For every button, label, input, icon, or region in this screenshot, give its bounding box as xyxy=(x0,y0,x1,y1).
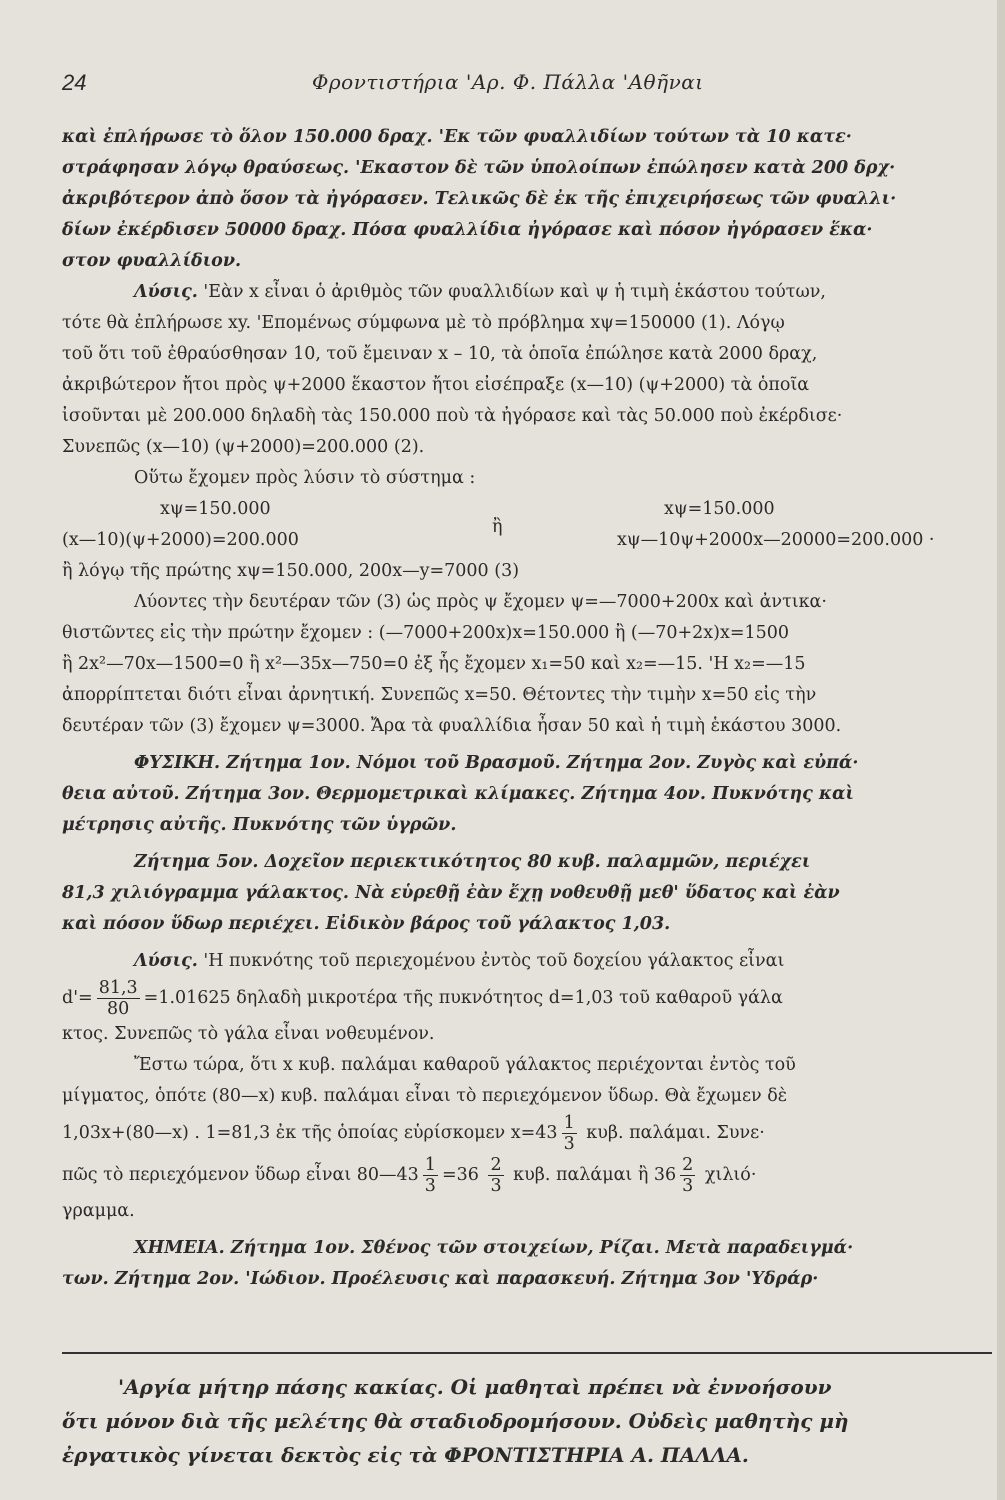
result-fraction xyxy=(488,1155,503,1196)
solution-line: κτος. Συνεπῶς τὸ γάλα εἶναι νοθευμένον. xyxy=(62,1024,435,1044)
system-eq-right-2: xψ—10ψ+2000x—20000=200.000 · xyxy=(617,530,935,550)
problem-line: δίων ἐκέρδισεν 50000 δραχ. Πόσα φυαλλίδια ἠγόρασε καὶ πόσον ἠγόρασεν ἕκα· xyxy=(62,220,873,240)
solution-line: ἢ λόγῳ τῆς πρώτης xψ=150.000, 200x—y=7000 (3) xyxy=(62,561,520,581)
milk-equation xyxy=(62,1112,997,1154)
physics-problem-line: Ζήτημα 5ον. Δοχεῖον περιεκτικότητος 80 κυβ. παλαμμῶν, περιέχει xyxy=(134,852,811,872)
result-text: =36 xyxy=(441,1165,479,1185)
system-intro: Οὕτω ἔχομεν πρὸς λύσιν τὸ σύστημα : xyxy=(134,468,476,488)
result-fraction xyxy=(680,1155,695,1196)
chemistry-line: των. Ζήτημα 2ον. 'Ιώδιον. Προέλευσις καὶ παρασκευή. Ζήτημα 3ον 'Υδράρ· xyxy=(62,1269,819,1289)
page-header xyxy=(62,70,965,100)
solution-label: Λύσις. xyxy=(134,951,198,971)
problem-line: ἀκριβότερον ἀπὸ ὅσον τὰ ἠγόρασεν. Τελικῶς δὲ ἐκ τῆς ἐπιχειρήσεως τῶν φυαλλι· xyxy=(62,189,897,209)
fraction-numerator: 2 xyxy=(682,1155,694,1175)
fraction-denominator: 3 xyxy=(490,1176,502,1196)
problem-line: στράφησαν λόγῳ θραύσεως. 'Εκαστον δὲ τῶν ὑπολοίπων ἐπώλησεν κατὰ 200 δρχ· xyxy=(62,158,896,178)
physics-line: μέτρησις αὐτῆς. Πυκνότης τῶν ὑγρῶν. xyxy=(62,815,457,835)
water-result xyxy=(62,1154,997,1196)
result-text: χιλιό· xyxy=(704,1165,757,1185)
density-equation xyxy=(62,977,997,1019)
solution-line: Ἔστω τώρα, ὅτι x κυβ. παλάμαι καθαροῦ γάλακτος περιέχονται ἐντὸς τοῦ xyxy=(134,1055,796,1075)
solution-line: δευτέραν τῶν (3) ἔχομεν ψ=3000. Ἄρα τὰ φυαλλίδια ἦσαν 50 καὶ ἡ τιμὴ ἑκάστου 3000. xyxy=(62,716,842,736)
solution-text: 'Η πυκνότης τοῦ περιεχομένου ἐντὸς τοῦ δοχείου γάλακτος εἶναι xyxy=(203,951,785,971)
solution-line: ἀπορρίπτεται διότι εἶναι ἀρνητική. Συνεπῶς x=50. Θέτοντες τὴν τιμὴν x=50 εἰς τὴν xyxy=(62,685,817,705)
fraction-denominator: 3 xyxy=(563,1134,575,1154)
problem-line: στον φυαλλίδιον. xyxy=(62,251,242,271)
problem-line: καὶ ἐπλήρωσε τὸ ὅλον 150.000 δραχ. 'Εκ τῶν φυαλλιδίων τούτων τὰ 10 κατε· xyxy=(62,127,852,147)
solution-line: ἰσοῦνται μὲ 200.000 δηλαδὴ τὰς 150.000 ποὺ τὰ ἠγόρασε καὶ τὰς 50.000 ποὺ ἐκέρδισε· xyxy=(62,406,843,426)
footer-line: ἐργατικὸς γίνεται δεκτὸς εἰς τὰ ΦΡΟΝΤΙΣΤΗΡΙΑ Α. ΠΑΛΛΑ. xyxy=(62,1443,749,1467)
fraction-numerator: 81,3 xyxy=(98,978,138,998)
solution-label: Λύσις. xyxy=(134,282,198,302)
solution-line: γραμμα. xyxy=(62,1201,135,1221)
fraction-numerator: 2 xyxy=(490,1155,502,1175)
equation-text: κυβ. παλάμαι. Συνε· xyxy=(586,1123,765,1143)
solution-line: μίγματος, ὁπότε (80—x) κυβ. παλάμαι εἶναι τὸ περιεχόμενον ὕδωρ. Θὰ ἔχωμεν δὲ xyxy=(62,1086,788,1106)
result-fraction xyxy=(423,1155,438,1196)
result-text: πῶς τὸ περιεχόμενον ὕδωρ εἶναι 80—43 xyxy=(62,1165,419,1185)
density-symbol: d'= xyxy=(62,988,93,1008)
footer-divider xyxy=(62,1352,992,1354)
page-body xyxy=(62,122,997,1295)
solution-first-line xyxy=(62,946,997,977)
solution-line: ἢ 2x²—70x—1500=0 ἢ x²—35x—750=0 ἐξ ἧς ἔχομεν x₁=50 καὶ x₂=—15. 'Η x₂=—15 xyxy=(62,654,806,674)
system-or: ἢ xyxy=(492,517,503,537)
page-number: 24 xyxy=(62,70,87,95)
fraction-denominator: 3 xyxy=(424,1176,436,1196)
solution-line: Λύοντες τὴν δευτέραν τῶν (3) ὡς πρὸς ψ ἔχομεν ψ=—7000+200x καὶ ἀντικα· xyxy=(134,592,827,612)
fraction-numerator: 1 xyxy=(563,1113,575,1133)
physics-line: ΦΥΣΙΚΗ. Ζήτημα 1ον. Νόμοι τοῦ Βρασμοῦ. Ζήτημα 2ον. Ζυγὸς καὶ εὐπά· xyxy=(134,753,859,773)
physics-problem-line: καὶ πόσον ὕδωρ περιέχει. Εἰδικὸν βάρος τοῦ γάλακτος 1,03. xyxy=(62,914,671,934)
solution-text: 'Εὰν x εἶναι ὁ ἀριθμὸς τῶν φυαλλιδίων καὶ ψ ἡ τιμὴ ἑκάστου τούτων, xyxy=(203,282,826,302)
fraction-denominator: 3 xyxy=(682,1176,694,1196)
fraction-denominator: 80 xyxy=(107,999,130,1019)
running-title: Φροντιστήρια 'Αρ. Φ. Πάλλα 'Αθῆναι xyxy=(312,70,704,94)
solution-line: τότε θὰ ἐπλήρωσε xy. 'Επομένως σύμφωνα μὲ τὸ πρόβλημα xψ=150000 (1). Λόγῳ xyxy=(62,313,785,333)
footer-line: ὅτι μόνον διὰ τῆς μελέτης θὰ σταδιοδρομήσουν. Οὐδεὶς μαθητὴς μὴ xyxy=(62,1409,849,1433)
footer-motto xyxy=(62,1370,998,1472)
system-eq-right-1: xψ=150.000 xyxy=(664,499,775,519)
equation-fraction xyxy=(562,1113,577,1154)
fraction-numerator: 1 xyxy=(424,1155,436,1175)
solution-line: τοῦ ὅτι τοῦ ἐθραύσθησαν 10, τοῦ ἔμειναν x – 10, τὰ ὁποῖα ἐπώλησε κατὰ 2000 δραχ, xyxy=(62,344,818,364)
system-eq-left-1: xψ=150.000 xyxy=(160,499,271,519)
equation-text: 1,03x+(80—x) . 1=81,3 ἐκ τῆς ὁποίας εὑρίσκομεν x=43 xyxy=(62,1123,558,1143)
footer-line: 'Αργία μήτηρ πάσης κακίας. Οἱ μαθηταὶ πρέπει νὰ ἐννοήσουν xyxy=(118,1375,832,1399)
density-text: =1.01625 δηλαδὴ μικροτέρα τῆς πυκνότητος d=1,03 τοῦ καθαροῦ γάλα xyxy=(143,988,783,1008)
system-eq-left-2: (x—10)(ψ+2000)=200.000 xyxy=(62,530,299,550)
result-text: κυβ. παλάμαι ἢ 36 xyxy=(513,1165,677,1185)
page-edge xyxy=(997,0,1005,1500)
solution-line: θιστῶντες εἰς τὴν πρώτην ἔχομεν : (—7000+200x)x=150.000 ἢ (—70+2x)x=1500 xyxy=(62,623,790,643)
equation-system xyxy=(62,494,997,556)
solution-line: Συνεπῶς (x—10) (ψ+2000)=200.000 (2). xyxy=(62,437,425,457)
physics-line: θεια αὐτοῦ. Ζήτημα 3ον. Θερμομετρικαὶ κλίμακες. Ζήτημα 4ον. Πυκνότης καὶ xyxy=(62,784,854,804)
physics-problem-line: 81,3 χιλιόγραμμα γάλακτος. Νὰ εὑρεθῇ ἐὰν ἔχῃ νοθευθῇ μεθ' ὕδατος καὶ ἐὰν xyxy=(62,883,840,903)
solution-first-line xyxy=(62,277,997,308)
solution-line: ἀκριβώτερον ἤτοι πρὸς ψ+2000 ἕκαστον ἤτοι εἰσέπραξε (x—10) (ψ+2000) τὰ ὁποῖα xyxy=(62,375,810,395)
chemistry-line: ΧΗΜΕΙΑ. Ζήτημα 1ον. Σθένος τῶν στοιχείων, Ρίζαι. Μετὰ παραδειγμά· xyxy=(134,1238,854,1258)
density-fraction xyxy=(97,978,140,1019)
